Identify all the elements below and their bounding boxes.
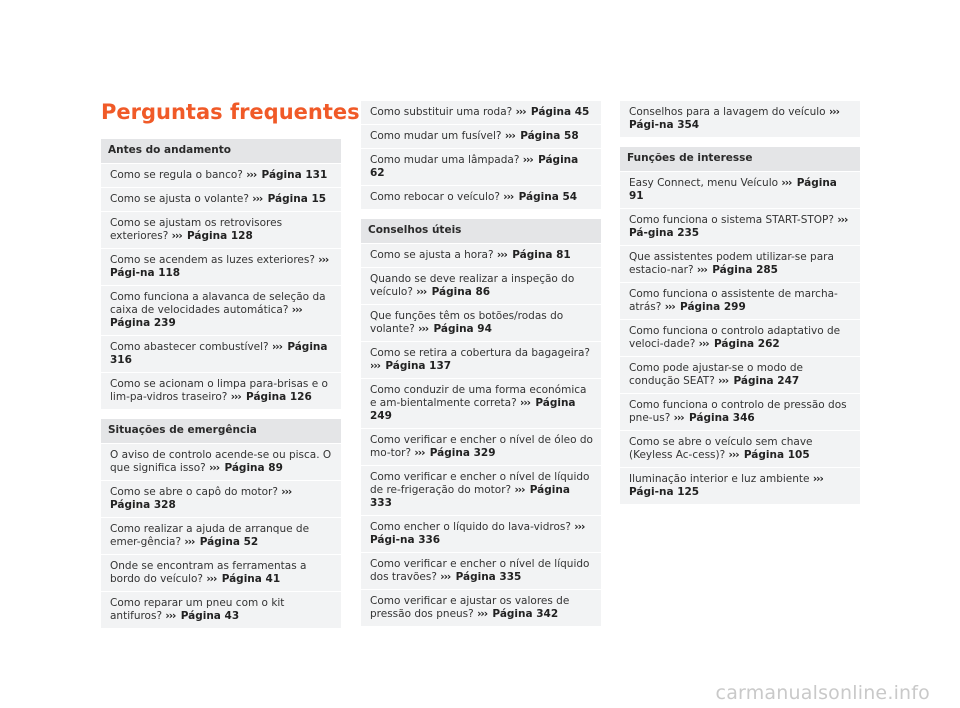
page-reference-link[interactable]: Página 94 — [433, 323, 492, 335]
page-reference-link[interactable]: Página 342 — [492, 608, 559, 620]
faq-question: Quando se deve realizar a inspeção do veículo? — [370, 273, 575, 298]
page-reference-link[interactable]: Página 249 — [370, 397, 576, 422]
faq-item[interactable] — [101, 248, 341, 285]
faq-question: Como se abre o veículo sem chave (Keyless Ac-cess)? — [629, 436, 813, 461]
faq-question: Como se acendem as luzes exteriores? — [110, 254, 315, 266]
faq-item[interactable] — [361, 148, 601, 185]
faq-question: Como funciona o controlo de pressão dos pne-us? — [629, 399, 847, 424]
link-arrow-icon: ››› — [209, 462, 220, 474]
faq-section — [361, 219, 601, 626]
faq-question: Como se ajustam os retrovisores exteriores? — [110, 217, 283, 242]
faq-item[interactable] — [620, 208, 860, 245]
link-arrow-icon: ››› — [271, 341, 282, 353]
link-arrow-icon: ››› — [414, 447, 425, 459]
faq-question: Como verificar e encher o nível de óleo do mo-tor? — [370, 434, 593, 459]
page-reference-link[interactable]: Pági-na 354 — [629, 119, 700, 131]
faq-item[interactable] — [101, 517, 341, 554]
faq-item[interactable] — [101, 480, 341, 517]
page-reference-link[interactable]: Página 285 — [712, 264, 778, 276]
page-reference-link[interactable]: Página 54 — [518, 191, 578, 203]
link-arrow-icon: ››› — [230, 391, 241, 403]
faq-section — [101, 139, 341, 409]
page-reference-link[interactable]: Página 239 — [110, 317, 176, 329]
page-reference-link[interactable]: Página 43 — [180, 610, 240, 622]
link-arrow-icon: ››› — [522, 154, 533, 166]
page-title: Perguntas frequentes — [101, 100, 360, 124]
faq-question: Onde se encontram as ferramentas a bordo do veículo? — [110, 560, 307, 585]
page-reference-link[interactable]: Página 86 — [431, 286, 491, 298]
page-reference-link[interactable]: Página 346 — [688, 412, 755, 424]
faq-question: Como se ajusta o volante? — [110, 193, 249, 205]
link-arrow-icon: ››› — [673, 412, 684, 424]
faq-item[interactable] — [101, 187, 341, 211]
faq-item[interactable] — [101, 163, 341, 187]
faq-item[interactable] — [101, 372, 341, 409]
faq-question: Como se regula o banco? — [110, 169, 243, 181]
link-arrow-icon: ››› — [574, 521, 585, 533]
faq-item[interactable] — [620, 282, 860, 319]
page-reference-link[interactable]: Página 335 — [455, 571, 522, 583]
link-arrow-icon: ››› — [718, 375, 729, 387]
faq-item[interactable] — [620, 393, 860, 430]
faq-question: Como conduzir de uma forma económica e am-bientalmente correta? — [370, 384, 587, 409]
faq-item[interactable] — [361, 124, 601, 148]
section-heading: Funções de interesse — [620, 147, 860, 171]
faq-question: Como abastecer combustível? — [110, 341, 269, 353]
column-1 — [101, 139, 341, 638]
link-arrow-icon: ››› — [828, 106, 839, 118]
link-arrow-icon: ››› — [318, 254, 329, 266]
faq-question: Como funciona o assistente de marcha-atrás? — [629, 288, 838, 313]
page-reference-link[interactable]: Página 105 — [743, 449, 810, 461]
page-reference-link[interactable]: Pági-na 118 — [110, 267, 181, 279]
faq-item[interactable] — [361, 185, 601, 209]
faq-question: Como substituir uma roda? — [370, 106, 513, 118]
faq-question: Como verificar e encher o nível de líquido de re-frigeração do motor? — [370, 471, 590, 496]
link-arrow-icon: ››› — [515, 106, 526, 118]
link-arrow-icon: ››› — [165, 610, 176, 622]
page-reference-link[interactable]: Pági-na 125 — [629, 486, 700, 498]
link-arrow-icon: ››› — [477, 608, 488, 620]
faq-question: O aviso de controlo acende-se ou pisca. O que significa isso? — [110, 449, 332, 474]
page-reference-link[interactable]: Página 81 — [512, 249, 571, 261]
faq-item[interactable] — [361, 101, 601, 124]
faq-question: Como se ajusta a hora? — [370, 249, 494, 261]
faq-item[interactable] — [620, 356, 860, 393]
faq-question: Easy Connect, menu Veículo — [629, 177, 779, 189]
faq-item[interactable] — [620, 430, 860, 467]
faq-continuation — [361, 101, 601, 209]
faq-section — [620, 147, 860, 504]
faq-item[interactable] — [361, 552, 601, 589]
link-arrow-icon: ››› — [418, 323, 429, 335]
faq-question: Como mudar um fusível? — [370, 130, 502, 142]
link-arrow-icon: ››› — [440, 571, 451, 583]
faq-question: Como se retira a cobertura da bagageira? — [370, 347, 590, 359]
page-reference-link[interactable]: Página 126 — [246, 391, 312, 403]
page-reference-link[interactable]: Página 131 — [261, 169, 328, 181]
page-reference-link[interactable]: Pági-na 336 — [370, 534, 441, 546]
faq-item[interactable] — [620, 245, 860, 282]
faq-item[interactable] — [620, 101, 860, 137]
section-heading: Conselhos úteis — [361, 219, 601, 243]
faq-question: Como se acionam o limpa para-brisas e o lim-pa-vidros traseiro? — [110, 378, 328, 403]
faq-continuation — [620, 101, 860, 137]
faq-question: Como reparar um pneu com o kit antifuros? — [110, 597, 285, 622]
link-arrow-icon: ››› — [246, 169, 257, 181]
faq-question: Como verificar e ajustar os valores de pressão dos pneus? — [370, 595, 570, 620]
page-reference-link[interactable]: Página 328 — [110, 499, 176, 511]
column-3 — [620, 101, 860, 514]
link-arrow-icon: ››› — [291, 304, 302, 316]
faq-item[interactable] — [361, 243, 601, 267]
faq-question: Que funções têm os botões/rodas do volante? — [370, 310, 564, 335]
faq-item[interactable] — [361, 378, 601, 428]
page-reference-link[interactable]: Página 247 — [733, 375, 800, 387]
page-reference-link[interactable]: Página 333 — [370, 484, 570, 509]
link-arrow-icon: ››› — [416, 286, 427, 298]
section-heading: Situações de emergência — [101, 419, 341, 443]
faq-question: Como rebocar o veículo? — [370, 191, 500, 203]
faq-item[interactable] — [361, 515, 601, 552]
page-reference-link[interactable]: Página 89 — [224, 462, 283, 474]
faq-item[interactable] — [361, 304, 601, 341]
faq-item[interactable] — [101, 443, 341, 480]
link-arrow-icon: ››› — [514, 484, 525, 496]
link-arrow-icon: ››› — [370, 360, 380, 372]
faq-item[interactable] — [101, 554, 341, 591]
page-reference-link[interactable]: Página 91 — [629, 177, 837, 202]
link-arrow-icon: ››› — [698, 338, 709, 350]
faq-item[interactable] — [101, 335, 341, 372]
faq-question: Como funciona a alavanca de seleção da caixa de velocidades automática? — [110, 291, 326, 316]
link-arrow-icon: ››› — [781, 177, 792, 189]
faq-question: Como funciona o controlo adaptativo de veloci-dade? — [629, 325, 841, 350]
faq-question: Como encher o líquido do lava-vidros? — [370, 521, 571, 533]
link-arrow-icon: ››› — [503, 191, 514, 203]
link-arrow-icon: ››› — [664, 301, 675, 313]
link-arrow-icon: ››› — [252, 193, 263, 205]
page-reference-link[interactable]: Página 41 — [221, 573, 281, 585]
section-heading: Antes do andamento — [101, 139, 341, 163]
link-arrow-icon: ››› — [496, 249, 507, 261]
page-reference-link[interactable]: Página 58 — [520, 130, 579, 142]
column-2 — [361, 101, 601, 636]
link-arrow-icon: ››› — [812, 473, 823, 485]
faq-question: Conselhos para a lavagem do veículo — [629, 106, 826, 118]
faq-section — [101, 419, 341, 628]
link-arrow-icon: ››› — [281, 486, 292, 498]
faq-question: Que assistentes podem utilizar-se para estacio-nar? — [629, 251, 834, 276]
link-arrow-icon: ››› — [696, 264, 707, 276]
link-arrow-icon: ››› — [504, 130, 515, 142]
faq-question: Como realizar a ajuda de arranque de emer-gência? — [110, 523, 310, 548]
link-arrow-icon: ››› — [171, 230, 182, 242]
page-reference-link[interactable]: Pá-gina 235 — [629, 227, 700, 239]
faq-question: Como mudar uma lâmpada? — [370, 154, 520, 166]
watermark: carmanualsonline.info — [715, 682, 930, 704]
faq-item[interactable] — [361, 589, 601, 626]
page-reference-link[interactable]: Página 299 — [680, 301, 746, 313]
link-arrow-icon: ››› — [728, 449, 739, 461]
faq-question: Como funciona o sistema START-STOP? — [629, 214, 834, 226]
faq-item[interactable] — [620, 171, 860, 208]
link-arrow-icon: ››› — [206, 573, 217, 585]
page-reference-link[interactable]: Página 316 — [110, 341, 328, 366]
link-arrow-icon: ››› — [520, 397, 530, 409]
faq-question: Como pode ajustar-se o modo de condução SEAT? — [629, 362, 803, 387]
page-reference-link[interactable]: Página 262 — [713, 338, 780, 350]
link-arrow-icon: ››› — [184, 536, 195, 548]
page-reference-link[interactable]: Página 329 — [429, 447, 496, 459]
page-reference-link[interactable]: Página 62 — [370, 154, 579, 179]
faq-question: Iluminação interior e luz ambiente — [629, 473, 810, 485]
faq-item[interactable] — [361, 465, 601, 515]
page-reference-link[interactable]: Página 52 — [199, 536, 259, 548]
faq-item[interactable] — [361, 428, 601, 465]
page-reference-link[interactable]: Página 15 — [267, 193, 327, 205]
faq-item[interactable] — [620, 319, 860, 356]
faq-item[interactable] — [361, 341, 601, 378]
page-reference-link[interactable]: Página 45 — [530, 106, 590, 118]
faq-question: Como se abre o capô do motor? — [110, 486, 278, 498]
faq-question: Como verificar e encher o nível de líquido dos travões? — [370, 558, 590, 583]
link-arrow-icon: ››› — [837, 214, 848, 226]
faq-item[interactable] — [361, 267, 601, 304]
faq-item[interactable] — [101, 211, 341, 248]
faq-item[interactable] — [101, 285, 341, 335]
faq-item[interactable] — [620, 467, 860, 504]
page-reference-link[interactable]: Página 128 — [187, 230, 253, 242]
page-reference-link[interactable]: Página 137 — [385, 360, 452, 372]
faq-item[interactable] — [101, 591, 341, 628]
